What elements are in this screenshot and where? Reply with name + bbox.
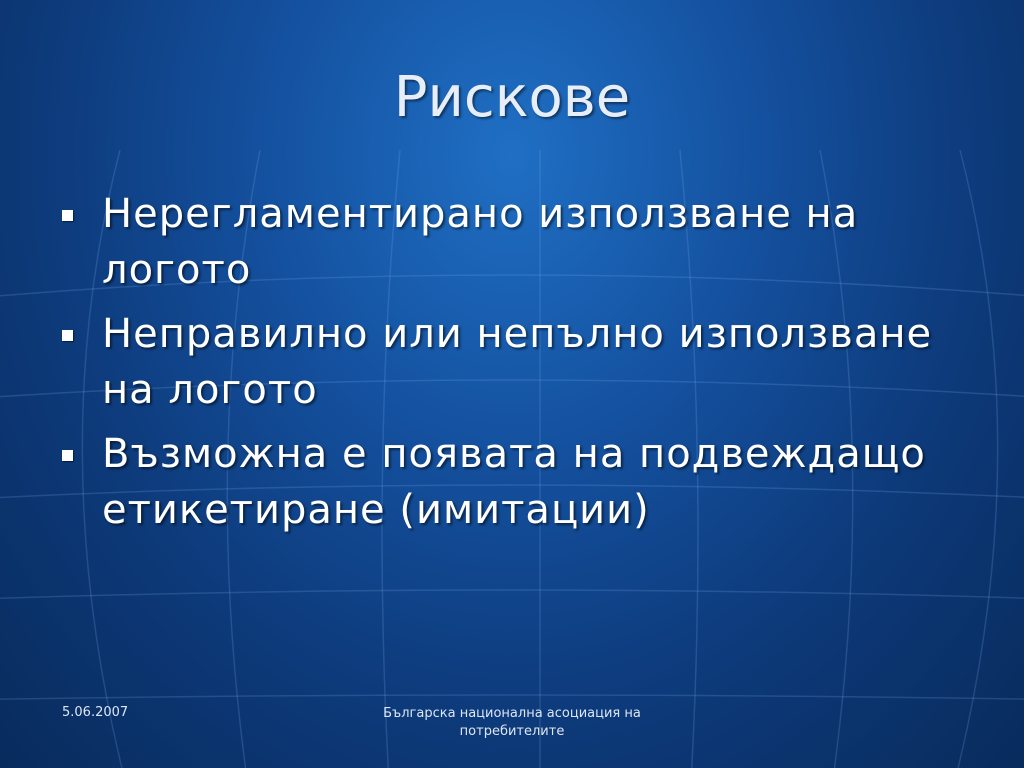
- square-bullet-icon: [62, 210, 73, 221]
- bullet-text: Неправилно или непълно използване на логото: [102, 311, 933, 413]
- bullet-text: Възможна е появата на подвеждащо етикетиране (имитации): [102, 431, 926, 533]
- square-bullet-icon: [62, 330, 73, 341]
- footer-organization: Българска национална асоциация на потребителите: [383, 706, 641, 739]
- bullet-list: [62, 186, 962, 546]
- bullet-text: Нерегламентирано използване на логото: [102, 191, 859, 293]
- slide-title: Рискове: [393, 65, 631, 130]
- bullet-item: [62, 306, 962, 418]
- bullet-item: [62, 186, 962, 298]
- bullet-item: [62, 426, 962, 538]
- footer-date: 5.06.2007: [62, 705, 129, 720]
- square-bullet-icon: [62, 450, 73, 461]
